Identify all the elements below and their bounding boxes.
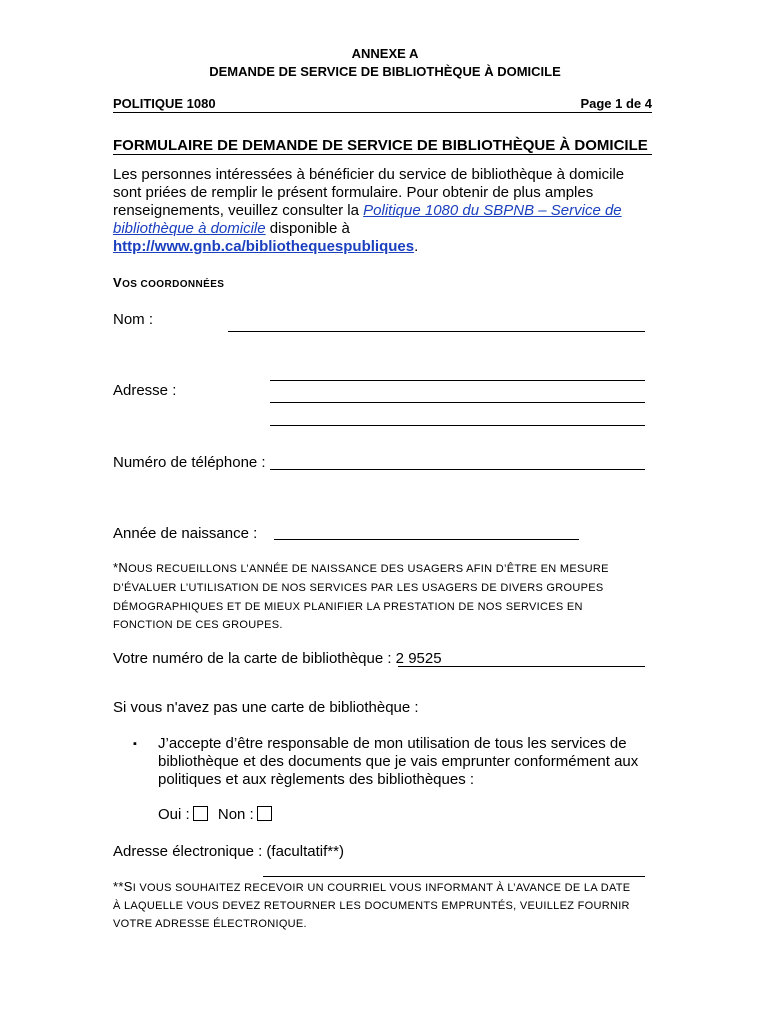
intro-line-4: bibliothèque à domicile disponible à [113, 220, 350, 237]
title-underline [113, 154, 652, 155]
no-checkbox[interactable] [257, 806, 272, 821]
page-number: Page 1 de 4 [580, 96, 652, 111]
no-label: Non : [217, 806, 254, 823]
intro-line-5: http://www.gnb.ca/bibliothequespubliques. [113, 238, 419, 255]
intro-line-3: renseignements, veuillez consulter la Politique 1080 du SBPNB – Service de [113, 202, 622, 219]
birth-year-note-line-3: DÉMOGRAPHIQUES ET DE MIEUX PLANIFIER LA PRESTATION DE NOS SERVICES EN [113, 601, 583, 613]
name-field[interactable] [228, 331, 645, 332]
form-title: FORMULAIRE DE DEMANDE DE SERVICE DE BIBLIOTHÈQUE À DOMICILE [113, 137, 648, 154]
phone-field[interactable] [270, 469, 645, 470]
library-card-field[interactable] [398, 666, 645, 667]
birth-year-note-line-1: *NOUS RECUEILLONS L’ANNÉE DE NAISSANCE DES USAGERS AFIN D’ÊTRE EN MESURE [113, 560, 609, 575]
name-label: Nom : [113, 311, 154, 328]
header-divider [113, 112, 652, 113]
consent-options [158, 806, 272, 824]
address-field-line-2[interactable] [270, 402, 645, 403]
address-field-line-1[interactable] [270, 380, 645, 381]
phone-label: Numéro de téléphone : [113, 454, 266, 471]
annex-subtitle: DEMANDE DE SERVICE DE BIBLIOTHÈQUE À DOMICILE [209, 64, 561, 79]
email-note-line-2: À LAQUELLE VOUS DEVEZ RETOURNER LES DOCUMENTS EMPRUNTÉS, VEUILLEZ FOURNIR [113, 900, 630, 912]
birth-year-note-line-2: D’ÉVALUER L’UTILISATION DE NOS SERVICES PAR LES USAGERS DE DIVERS GROUPES [113, 582, 604, 594]
agreement-line-1: J’accepte d’être responsable de mon utilisation de tous les services de [158, 735, 627, 752]
intro-line-2: sont priées de remplir le présent formulaire. Pour obtenir de plus amples [113, 184, 594, 201]
birth-year-label: Année de naissance : [113, 525, 258, 542]
address-label: Adresse : [113, 382, 177, 399]
yes-label: Oui : [158, 806, 190, 823]
policy-link-cont[interactable]: bibliothèque à domicile [113, 220, 266, 237]
intro-line-1: Les personnes intéressées à bénéficier du service de bibliothèque à domicile [113, 166, 625, 183]
agreement-line-2: bibliothèque et des documents que je vais emprunter conformément aux [158, 753, 639, 770]
bullet-icon: ▪ [133, 738, 137, 750]
email-label: Adresse électronique : (facultatif**) [113, 843, 344, 860]
birth-year-note-line-4: FONCTION DE CES GROUPES. [113, 619, 283, 631]
policy-link[interactable]: Politique 1080 du SBPNB – Service de [363, 202, 622, 219]
agreement-line-3: politiques et aux règlements des bibliothèques : [158, 771, 475, 788]
annex-title: ANNEXE A [351, 46, 419, 61]
library-card-label: Votre numéro de la carte de bibliothèque : 2 9525 [113, 650, 442, 667]
birth-year-field[interactable] [274, 539, 579, 540]
email-note-line-1: **SI VOUS SOUHAITEZ RECEVOIR UN COURRIEL VOUS INFORMANT À L’AVANCE DE LA DATE [113, 879, 631, 894]
yes-checkbox[interactable] [193, 806, 208, 821]
policy-number: POLITIQUE 1080 [113, 96, 216, 111]
section-heading: VOS COORDONNÉES [113, 275, 225, 290]
library-url-link[interactable]: http://www.gnb.ca/bibliothequespubliques [113, 238, 415, 255]
email-note-line-3: VOTRE ADRESSE ÉLECTRONIQUE. [113, 918, 307, 930]
address-field-line-3[interactable] [270, 425, 645, 426]
no-card-label: Si vous n'avez pas une carte de bibliothèque : [113, 699, 419, 716]
